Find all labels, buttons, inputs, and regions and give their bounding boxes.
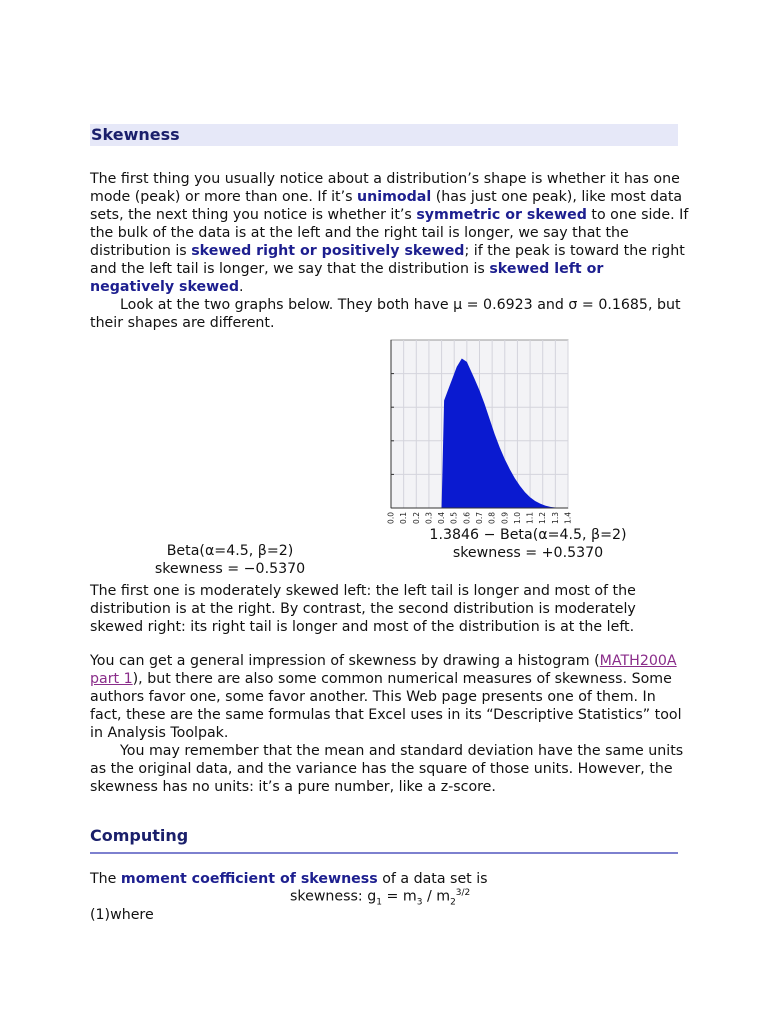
intro-paragraph	[90, 170, 690, 332]
intro-text-3: to one side. If the bulk of the data is at the left and the right tail is longer, we say that the distribution is	[90, 207, 689, 259]
caption-right-line1: 1.3846 − Beta(α=4.5, β=2)	[429, 527, 627, 543]
formula-sup: 3/2	[455, 888, 471, 898]
formula-div: / m	[422, 888, 451, 905]
computing-heading: Computing	[90, 826, 189, 845]
intro-text-4: ; if the peak is toward the right and the left tail is longer, we say that the distribution is	[90, 243, 685, 277]
moment-text-1: The	[90, 871, 121, 887]
x-tick-label: 1.0	[512, 512, 522, 524]
caption-left	[110, 542, 350, 578]
intro-text-2: (has just one peak), like most data sets, the next thing you notice is whether it’s	[90, 189, 683, 223]
formula-lhs: skewness: g	[290, 888, 377, 905]
compare-text: The first one is moderately skewed left: the left tail is longer and most of the distribution is at the right. By contrast, the second distribution is moderately skewed right: its right tail is longer and most of the distribution is at the left.	[90, 583, 636, 635]
section-header	[90, 124, 678, 146]
term-moment-coefficient: moment coefficient of skewness	[120, 871, 378, 887]
x-tick-label: 0.3	[424, 512, 434, 524]
compare-paragraph	[90, 582, 690, 636]
caption-right-line2: skewness = +0.5370	[452, 545, 604, 561]
moment-paragraph	[90, 870, 690, 888]
term-unimodal: unimodal	[357, 189, 432, 205]
intro-text-5: .	[239, 279, 244, 295]
x-tick-label: 0.1	[399, 512, 409, 524]
formula-sub3: 3	[416, 897, 423, 908]
x-tick-label: 1.4	[563, 512, 573, 524]
units-text: You may remember that the mean and standard deviation have the same units as the original data, and the variance has the square of those units. However, the skewness has no units: it’s a pure number, like a z-score.	[90, 743, 684, 795]
general-text-2: ), but there are also some common numerical measures of skewness. Some authors favor one, some favor another. This Web page presents one of them. In fact, these are the same formulas that Excel uses in its “Descriptive Statistics” tool in Analysis Toolpak.	[90, 671, 682, 741]
x-tick-label: 0.7	[475, 512, 484, 524]
moment-text-2: of a data set is	[377, 871, 488, 887]
look-paragraph: Look at the two graphs below. They both have μ = 0.6923 and σ = 0.1685, but their shapes are different.	[90, 297, 681, 331]
x-tick-label: 0.5	[449, 512, 459, 524]
x-tick-label: 0.4	[437, 512, 447, 524]
general-text-1: You can get a general impression of skewness by drawing a histogram (	[90, 653, 600, 669]
x-tick-label: 1.3	[550, 512, 560, 524]
section-title: Skewness	[91, 125, 180, 144]
intro-text-1: The first thing you usually notice about a distribution’s shape is whether it has one mode (peak) or more than one. If it’s	[90, 171, 680, 205]
x-tick-label: 0.9	[500, 512, 510, 524]
formula-mid: = m	[381, 888, 417, 905]
x-tick-label: 1.2	[538, 512, 548, 524]
where-line: (1)where	[90, 907, 154, 923]
caption-left-line1: Beta(α=4.5, β=2)	[166, 543, 294, 559]
x-tick-label: 0.2	[411, 512, 421, 524]
math200a-link[interactable]: MATH200A part 1	[90, 653, 677, 687]
general-paragraph	[90, 652, 690, 796]
caption-right	[380, 526, 676, 562]
computing-rule	[90, 852, 678, 854]
formula-sub1: 1	[376, 897, 382, 908]
x-tick-label: 0.8	[487, 512, 497, 524]
term-symmetric-or-skewed: symmetric or skewed	[416, 207, 587, 223]
formula-sub2: 2	[450, 897, 456, 908]
term-skewed-left: skewed left or negatively skewed	[90, 261, 604, 295]
beta-distribution-chart	[384, 338, 574, 530]
x-tick-label: 0.0	[386, 512, 396, 524]
term-skewed-right: skewed right or positively skewed	[191, 243, 465, 259]
caption-left-line2: skewness = −0.5370	[154, 561, 306, 577]
x-tick-labels	[387, 512, 573, 524]
x-tick-label: 1.1	[525, 512, 535, 524]
skewness-formula	[290, 888, 470, 908]
x-tick-label: 0.6	[462, 512, 472, 524]
